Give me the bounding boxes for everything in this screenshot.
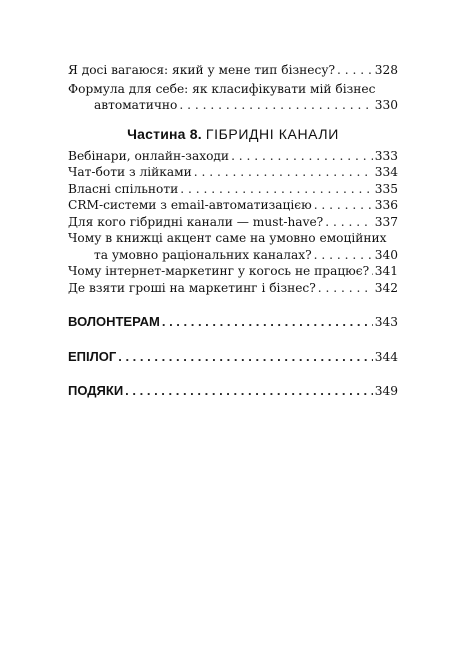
toc-entry [68,164,398,181]
part-label: Частина 8. [127,125,202,142]
leader-dots [318,280,373,297]
toc-entry-page: 328 [374,63,398,77]
toc-entry-title: Я досі вагаюся: який у мене тип бізнесу? [68,63,336,77]
leader-dots [371,263,373,280]
toc-entry [68,181,398,198]
toc-entry [68,263,398,280]
toc-entry-page: 336 [374,198,398,212]
toc-entry-title: Вебінари, онлайн-заходи [68,148,230,163]
leader-dots [337,62,373,79]
toc-entry-page: 330 [374,98,398,112]
toc-section-title: ЕПІЛОГ [68,348,117,364]
toc-entry-page: 341 [374,264,398,278]
toc-section-page: 344 [374,349,398,364]
leader-dots [325,214,373,231]
toc-entry-page: 342 [374,280,398,295]
toc-entry-title-cont: та умовно раціональних каналах? [94,247,312,262]
toc-entry [68,214,398,231]
toc-entry-title: Де взяти гроші на маркетинг і бізнес? [68,280,316,295]
leader-dots [314,197,373,214]
toc-entry-title: Для кого гібридні канали — must-have? [68,214,324,229]
toc-section [68,383,398,400]
toc-section-title: ВОЛОНТЕРАМ [68,314,160,329]
toc-entry-title: CRM-системи з email-автоматизацією [68,198,312,212]
toc-entry-title: Чому інтернет-маркетинг у когось не працює? [68,264,370,278]
toc-entry-page: 334 [374,165,398,179]
toc-entry [68,197,398,214]
toc-entry [68,81,398,114]
part-name: ГІБРИДНІ КАНАЛИ [205,125,339,142]
toc-entry [68,280,398,297]
table-of-contents [68,62,398,400]
toc-entry-title: Власні спільноти [68,181,179,196]
toc-entry-page: 333 [374,148,398,163]
leader-dots [180,181,372,198]
toc-entry-page: 335 [374,181,398,196]
toc-entry [68,230,398,263]
toc-entry-page: 340 [374,247,398,262]
toc-entry-title-cont: автоматично [94,98,178,112]
part-heading [68,126,398,142]
leader-dots [231,148,373,165]
toc-entry [68,62,398,79]
leader-dots [314,247,373,264]
toc-entry-title: Чому в книжці акцент саме на умовно емоційних [68,231,387,245]
leader-dots [162,314,373,331]
toc-entry-title: Чат-боти з лійками [68,165,192,179]
toc-entry-page: 337 [374,214,398,229]
leader-dots [125,383,373,400]
leader-dots [179,97,372,114]
toc-entry-title: Формула для себе: як класифікувати мій бізнес [68,81,376,96]
leader-dots [118,349,373,366]
leader-dots [194,164,373,181]
toc-entry [68,148,398,165]
toc-section-title: ПОДЯКИ [68,383,124,398]
toc-section [68,349,398,366]
toc-section [68,314,398,331]
toc-section-page: 343 [374,315,398,329]
toc-section-page: 349 [374,384,398,398]
